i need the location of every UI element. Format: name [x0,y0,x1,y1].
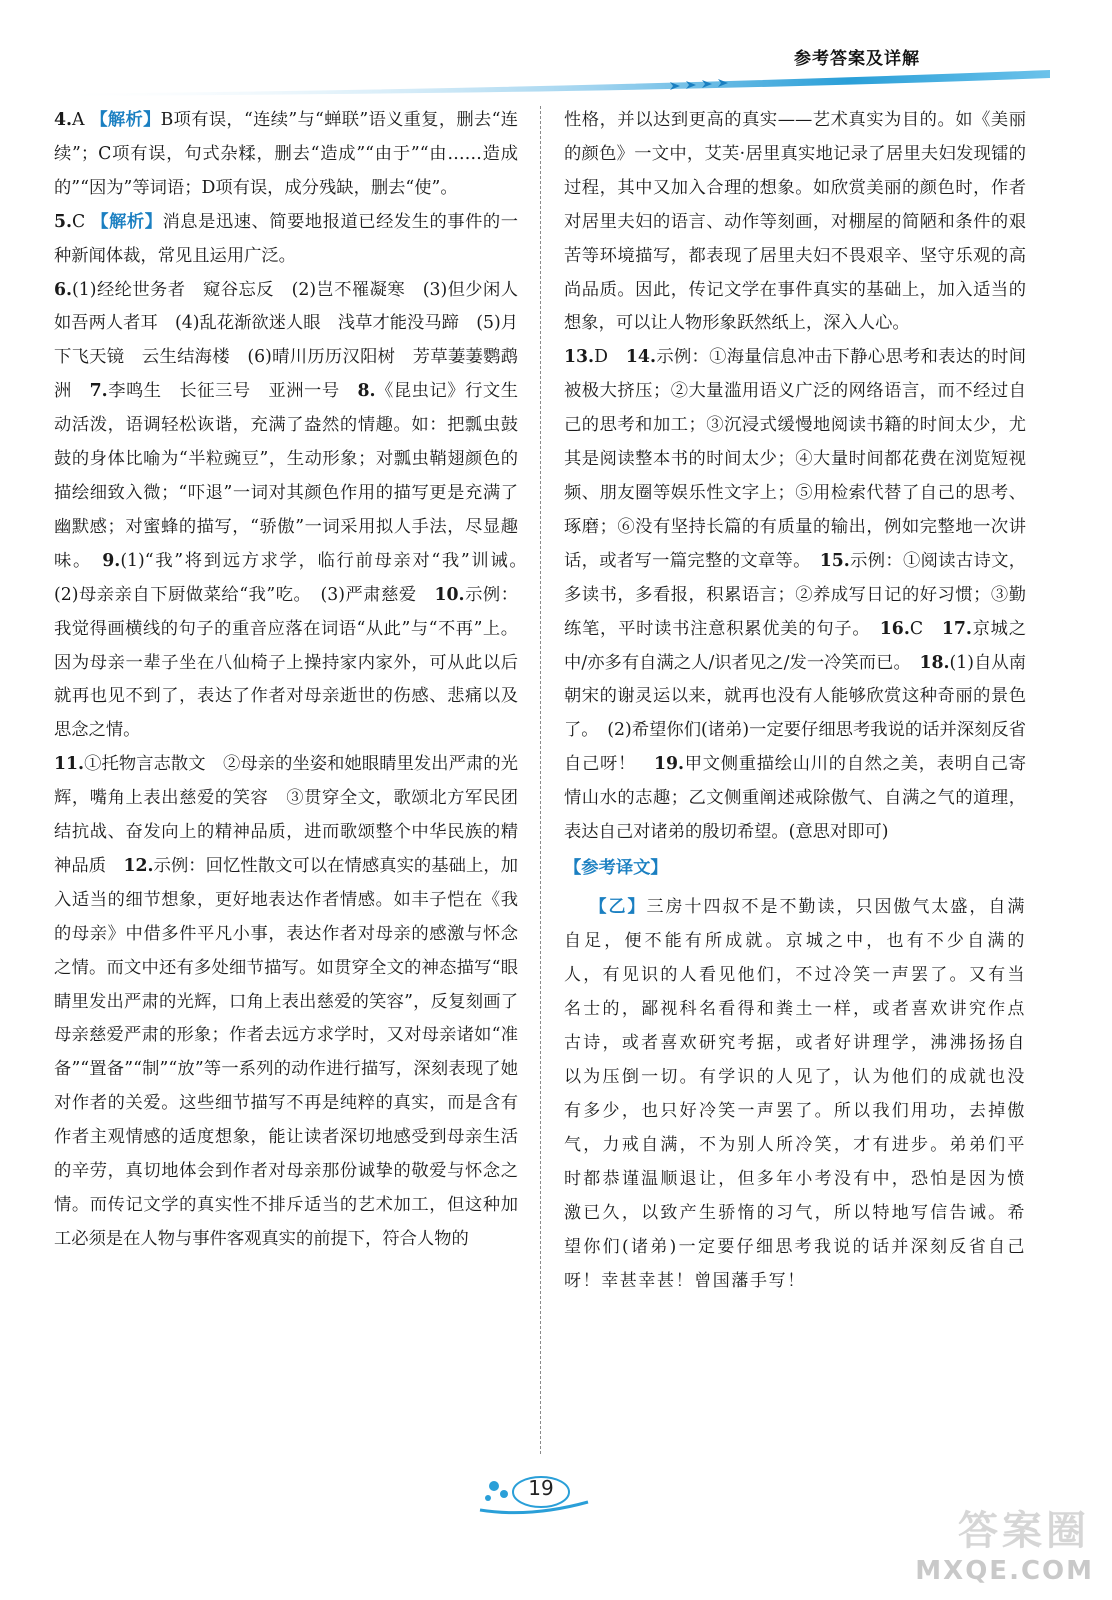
answer-text: D [594,347,626,368]
answer-text: 甲文侧重描绘山川的自然之美，表明自己寄情山水的志趣；乙文侧重阐述戒除傲气、自满之气的道理，表达自己对诸弟的殷切希望。(意思对即可) [564,754,1026,843]
answer-text: 示例：①海量信息冲击下静心思考和表达的时间被极大挤压；②大量滥用语义广泛的网络语言，而不经过自己的思考和加工；③沉浸式缓慢地阅读书籍的时间太少，尤其是阅读整本书的时间太少；④大量时间都花费在浏览短视频、朋友圈等娱乐性文字上；⑤用检索代替了自己的思考、琢磨；⑥没有坚持长篇的有质量的输出，例如完整地一次讲话，或者写一篇完整的文章等。 [564,347,1026,571]
answer-text: 《昆虫记》行文生动活泼，语调轻松诙谐，充满了盎然的情趣。如：把瓢虫鼓鼓的身体比喻为“半粒豌豆”，生动形象；对瓢虫鞘翅颜色的描绘细致入微；“吓退”一词对其颜色作用的描写更是充满了幽默感；对蜜蜂的描写，“骄傲”一词采用拟人手法，尽显趣味。 [54,381,518,571]
question-number: 17. [941,618,972,639]
answer-text: C [909,618,942,639]
left-column [54,104,536,1257]
answer-paragraph [54,748,518,1257]
question-number: 7. [89,381,108,402]
answer-text: 示例：①阅读古诗文，多读书，多看报，积累语言；②养成写日记的好习惯；③勤练笔，平时读书注意积累优美的句子。 [564,550,1026,639]
answer-text: B项有误，“连续”与“蝉联”语义重复，删去“连续”；C项有误，句式杂糅，删去“造成”“由于”“由……造成的”“因为”等词语；D项有误，成分残缺，删去“使”。 [54,110,518,198]
translation-text: 三房十四叔不是不勤读，只因傲气太盛，自满自足，便不能有所成就。京城之中，也有不少自满的人，有见识的人看见他们，不过冷笑一声罢了。又有当名士的，鄙视科名看得和粪土一样，或者喜欢讲究作点古诗，或者喜欢研究考据，或者好讲理学，沸沸扬扬自以为压倒一切。有学识的人见了，认为他们的成就也没有多少，也只好冷笑一声罢了。所以我们用功，去掉傲气，力戒自满，不为别人所冷笑，才有进步。弟弟们平时都恭谨温顺退让，但多年小考没有中，恐怕是因为愤激已久，以致产生骄惰的习气，所以特地写信告诫。希望你们(诸弟)一定要仔细思考我说的话并深刻反省自己呀！幸甚幸甚！曾国藩手写！ [564,896,1027,1291]
question-number: 13. [564,347,595,368]
answer-text: (1)“我”将到远方求学，临行前母亲对“我”训诫。 (2)母亲亲自下厨做菜给“我”吃。 (3)严肃慈爱 [54,550,536,605]
question-number: 10. [434,584,465,605]
question-number: 9. [102,550,121,571]
header-decor-band [40,68,1050,98]
answer-text: (1)自从南朝宋的谢灵运以来，就再也没有人能够欣赏这种奇丽的景色了。 (2)希望你们(诸弟)一定要仔细思考我说的话并深刻反省自己呀！ [564,652,1027,775]
answer-text: 京城之中/亦多有自满之人/识者见之/发一冷笑而已。 [564,618,1026,673]
answer-text: 李鸣生 长征三号 亚洲一号 [107,381,358,402]
watermark-url: MXQE.COM [915,1556,1094,1586]
question-number: 4. [54,110,73,130]
translation-label: 【乙】 [589,896,647,917]
question-number: 15. [819,550,850,571]
answer-paragraph [54,206,518,274]
question-number: 19. [653,754,685,775]
right-column [564,104,1026,1298]
answer-text: A [72,110,91,130]
translation-paragraph [564,890,1026,1298]
question-number: 18. [919,652,950,673]
page-number-badge [470,1472,590,1516]
answer-paragraph [54,104,518,206]
answer-text: 性格，并以达到更高的真实——艺术真实为目的。如《美丽的颜色》一文中，艾芙·居里真实地记录了居里夫妇发现镭的过程，其中又加入合理的想象。如欣赏美丽的颜色时，作者对居里夫妇的语言、动作等刻画，对棚屋的简陋和条件的艰苦等环境描写，都表现了居里夫妇不畏艰辛、坚守乐观的高尚品质。因此，传记文学在事件真实的基础上，加入适当的想象，可以让人物形象跃然纸上，深入人心。 [564,110,1026,334]
answer-paragraph [564,341,1026,850]
header-title: 参考答案及详解 [794,49,920,69]
question-number: 12. [123,855,154,876]
analysis-tag: 【解析】 [90,110,161,130]
answer-text: C [72,211,92,232]
answer-text: 示例：我觉得画横线的句子的重音应落在词语“从此”与“不再”上。因为母亲一辈子坐在八仙椅子上操持家内家外，可从此以后就再也见不到了，表达了作者对母亲逝世的伤感、悲痛以及思念之情。 [54,584,518,741]
question-number: 5. [54,211,73,232]
answer-text: 示例：回忆性散文可以在情感真实的基础上，加入适当的细节想象，更好地表达作者情感。如丰子恺在《我的母亲》中借多件平凡小事，表达作者对母亲的感激与怀念之情。而文中还有多处细节描写。如贯穿全文的神态描写“眼睛里发出严肃的光辉，口角上表出慈爱的笑容”，反复刻画了母亲慈爱严肃的形象；作者去远方求学时，又对母亲诸如“准备”“置备”“制”“放”等一系列的动作进行描写，深刻表现了她对作者的关爱。这些细节描写不再是纯粹的真实，而是含有作者主观情感的适度想象，能让读者深切地感受到母亲生活的辛劳，真切地体会到作者对母亲那份诚挚的敬爱与怀念之情。而传记文学的真实性不排斥适当的艺术加工，但这种加工必须是在人物与事件客观真实的前提下，符合人物的 [54,855,518,1249]
answer-text: (1)经纶世务者 窥谷忘反 (2)岂不罹凝寒 (3)但少闲人如吾两人者耳 (4)乱花渐欲迷人眼 浅草才能没马蹄 (5)月下飞天镜 云生结海楼 (6)晴川历历汉阳树 芳草萋萋鹦鹉洲 [54,279,518,402]
answer-paragraph [564,104,1026,341]
question-number: 16. [879,618,910,639]
answer-paragraph [54,274,536,749]
question-number: 14. [625,347,656,368]
page-number: 19 [528,1476,554,1500]
translation-heading: 【参考译文】 [564,857,668,878]
column-divider [540,106,541,1454]
analysis-tag: 【解析】 [91,211,163,232]
answer-text: 消息是迅速、简要地报道已经发生的事件的一种新闻体裁，常见且运用广泛。 [54,211,518,266]
question-number: 11. [54,754,85,775]
watermark-logo: 答案圈 [958,1508,1090,1554]
answer-text: ①托物言志散文 ②母亲的坐姿和她眼睛里发出严肃的光辉，嘴角上表出慈爱的笑容 ③贯穿全文，歌颂北方军民团结抗战、奋发向上的精神品质，进而歌颂整个中华民族的精神品质 [54,754,518,876]
question-number: 8. [357,381,376,402]
question-number: 6. [54,279,73,300]
